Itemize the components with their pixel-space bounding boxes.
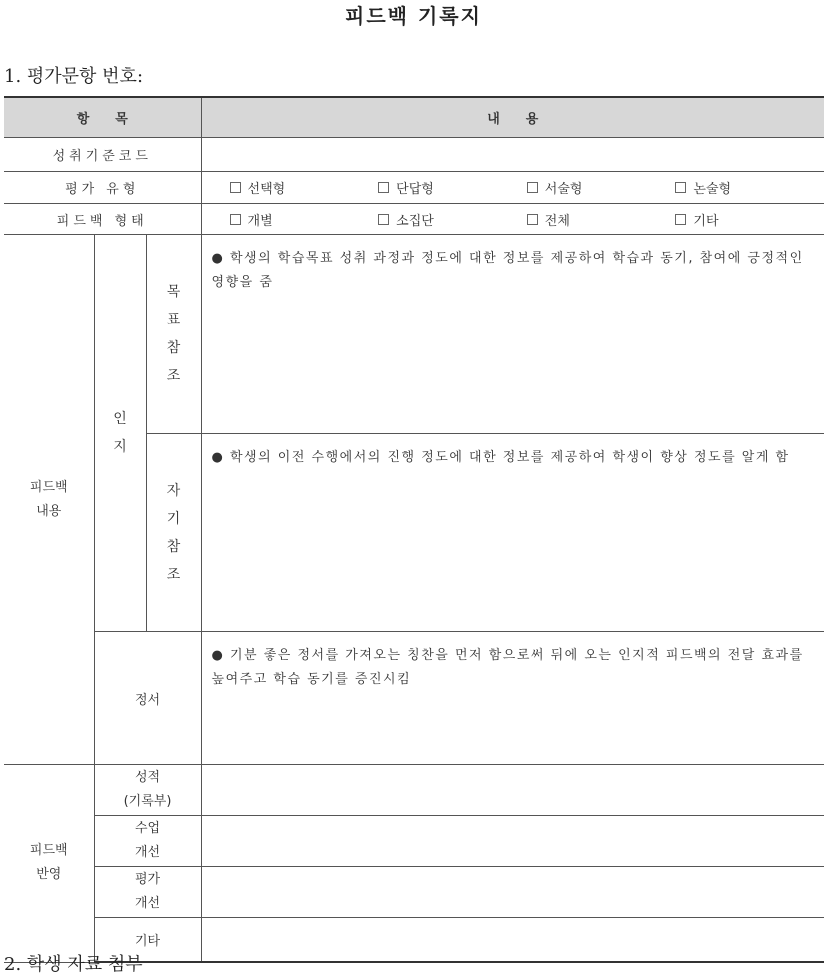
goal-ref-text: ● 학생의 학습목표 성취 과정과 정도에 대한 정보를 제공하여 학습과 동기, 참여에 긍정적인 영향을 줌 <box>201 235 824 434</box>
header-content-label: 내 용 <box>487 112 539 127</box>
checkbox-icon[interactable] <box>230 214 241 225</box>
feedback-form-option-other[interactable] <box>675 210 824 229</box>
checkbox-icon[interactable] <box>230 182 241 193</box>
class-improvement-label <box>94 816 201 867</box>
emotion-text: ● 기분 좋은 정서를 가져오는 칭찬을 먼저 함으로써 뒤에 오는 인지적 피드백의 전달 효과를 높여주고 학습 동기를 증진시킴 <box>201 632 824 765</box>
checkbox-icon[interactable] <box>378 182 389 193</box>
feedback-form-option-whole[interactable] <box>527 210 676 229</box>
feedback-reflection-label-line2: 반영 <box>36 867 62 883</box>
eval-type-option-essay[interactable] <box>675 178 824 197</box>
table-row-class-improvement <box>4 816 824 867</box>
eval-improvement-label-line1: 평가 <box>134 872 161 887</box>
checkbox-icon[interactable] <box>675 182 686 193</box>
table-row-goal-reference <box>4 235 824 434</box>
table-row-emotion <box>4 632 824 765</box>
eval-type-options <box>201 172 824 204</box>
feedback-reflection-label-line1: 피드백 <box>29 843 68 859</box>
header-item-label: 항 목 <box>76 112 128 127</box>
other-label: 기타 <box>94 918 201 963</box>
goal-ref-label: 목표참조 <box>166 284 181 384</box>
table-row-achievement-code <box>4 138 824 172</box>
feedback-form-options <box>201 204 824 235</box>
section-heading-question-number: 1. 평가문항 번호: <box>4 66 144 87</box>
checkbox-icon[interactable] <box>527 214 538 225</box>
class-improvement-value[interactable] <box>201 816 824 867</box>
achievement-code-value[interactable] <box>201 138 824 172</box>
feedback-form-option-small-group[interactable] <box>378 210 527 229</box>
feedback-form-label: 피드백 형태 <box>4 204 201 235</box>
header-content-cell <box>201 97 824 138</box>
goal-ref-label-cell <box>146 235 201 434</box>
table-row-grades <box>4 765 824 816</box>
table-row-eval-type <box>4 172 824 204</box>
cognitive-label: 인지 <box>113 411 127 455</box>
feedback-content-label-line2: 내용 <box>36 503 62 519</box>
self-ref-label: 자기참조 <box>166 482 181 583</box>
grades-label-line1: 성적 <box>134 770 161 785</box>
feedback-form-option-individual[interactable] <box>230 210 379 229</box>
document-title: 피드백 기록지 <box>345 4 482 28</box>
eval-type-option-descriptive[interactable] <box>527 178 676 197</box>
other-value[interactable] <box>201 918 824 963</box>
grades-label <box>94 765 201 816</box>
class-improvement-label-line2: 개선 <box>134 845 161 860</box>
option-label: 개별 <box>247 213 273 229</box>
table-row-eval-improvement <box>4 867 824 918</box>
table-row-feedback-form <box>4 204 824 235</box>
self-ref-label-cell <box>146 434 201 632</box>
checkbox-icon[interactable] <box>378 214 389 225</box>
eval-improvement-label-line2: 개선 <box>134 896 161 911</box>
self-ref-text: ● 학생의 이전 수행에서의 진행 정도에 대한 정보를 제공하여 학생이 향상 정도를 알게 함 <box>201 434 824 632</box>
emotion-label: 정서 <box>94 632 201 765</box>
table-header-row <box>4 97 824 138</box>
feedback-content-label-line1: 피드백 <box>29 479 68 495</box>
feedback-record-table <box>4 96 824 963</box>
option-label: 논술형 <box>693 182 732 197</box>
option-label: 전체 <box>544 213 570 229</box>
checkbox-icon[interactable] <box>675 214 686 225</box>
class-improvement-label-line1: 수업 <box>134 821 161 836</box>
eval-improvement-label <box>94 867 201 918</box>
option-label: 소집단 <box>396 213 434 229</box>
checkbox-icon[interactable] <box>527 182 538 193</box>
option-label: 단답형 <box>396 182 434 197</box>
section-heading-student-materials: 2. 학생 자료 첨부 <box>4 954 143 975</box>
cognitive-label-cell <box>94 235 146 632</box>
feedback-content-label <box>4 235 94 765</box>
grades-label-line2: (기록부) <box>123 794 172 809</box>
grades-value[interactable] <box>201 765 824 816</box>
feedback-reflection-label <box>4 765 94 963</box>
header-item-cell <box>4 97 201 138</box>
eval-type-option-selection[interactable] <box>230 178 379 197</box>
option-label: 선택형 <box>247 182 286 197</box>
option-label: 기타 <box>693 213 719 229</box>
achievement-code-label: 성취기준코드 <box>4 138 201 172</box>
eval-type-option-short-answer[interactable] <box>378 178 527 197</box>
eval-type-label: 평가 유형 <box>4 172 201 204</box>
option-label: 서술형 <box>544 182 583 197</box>
eval-improvement-value[interactable] <box>201 867 824 918</box>
